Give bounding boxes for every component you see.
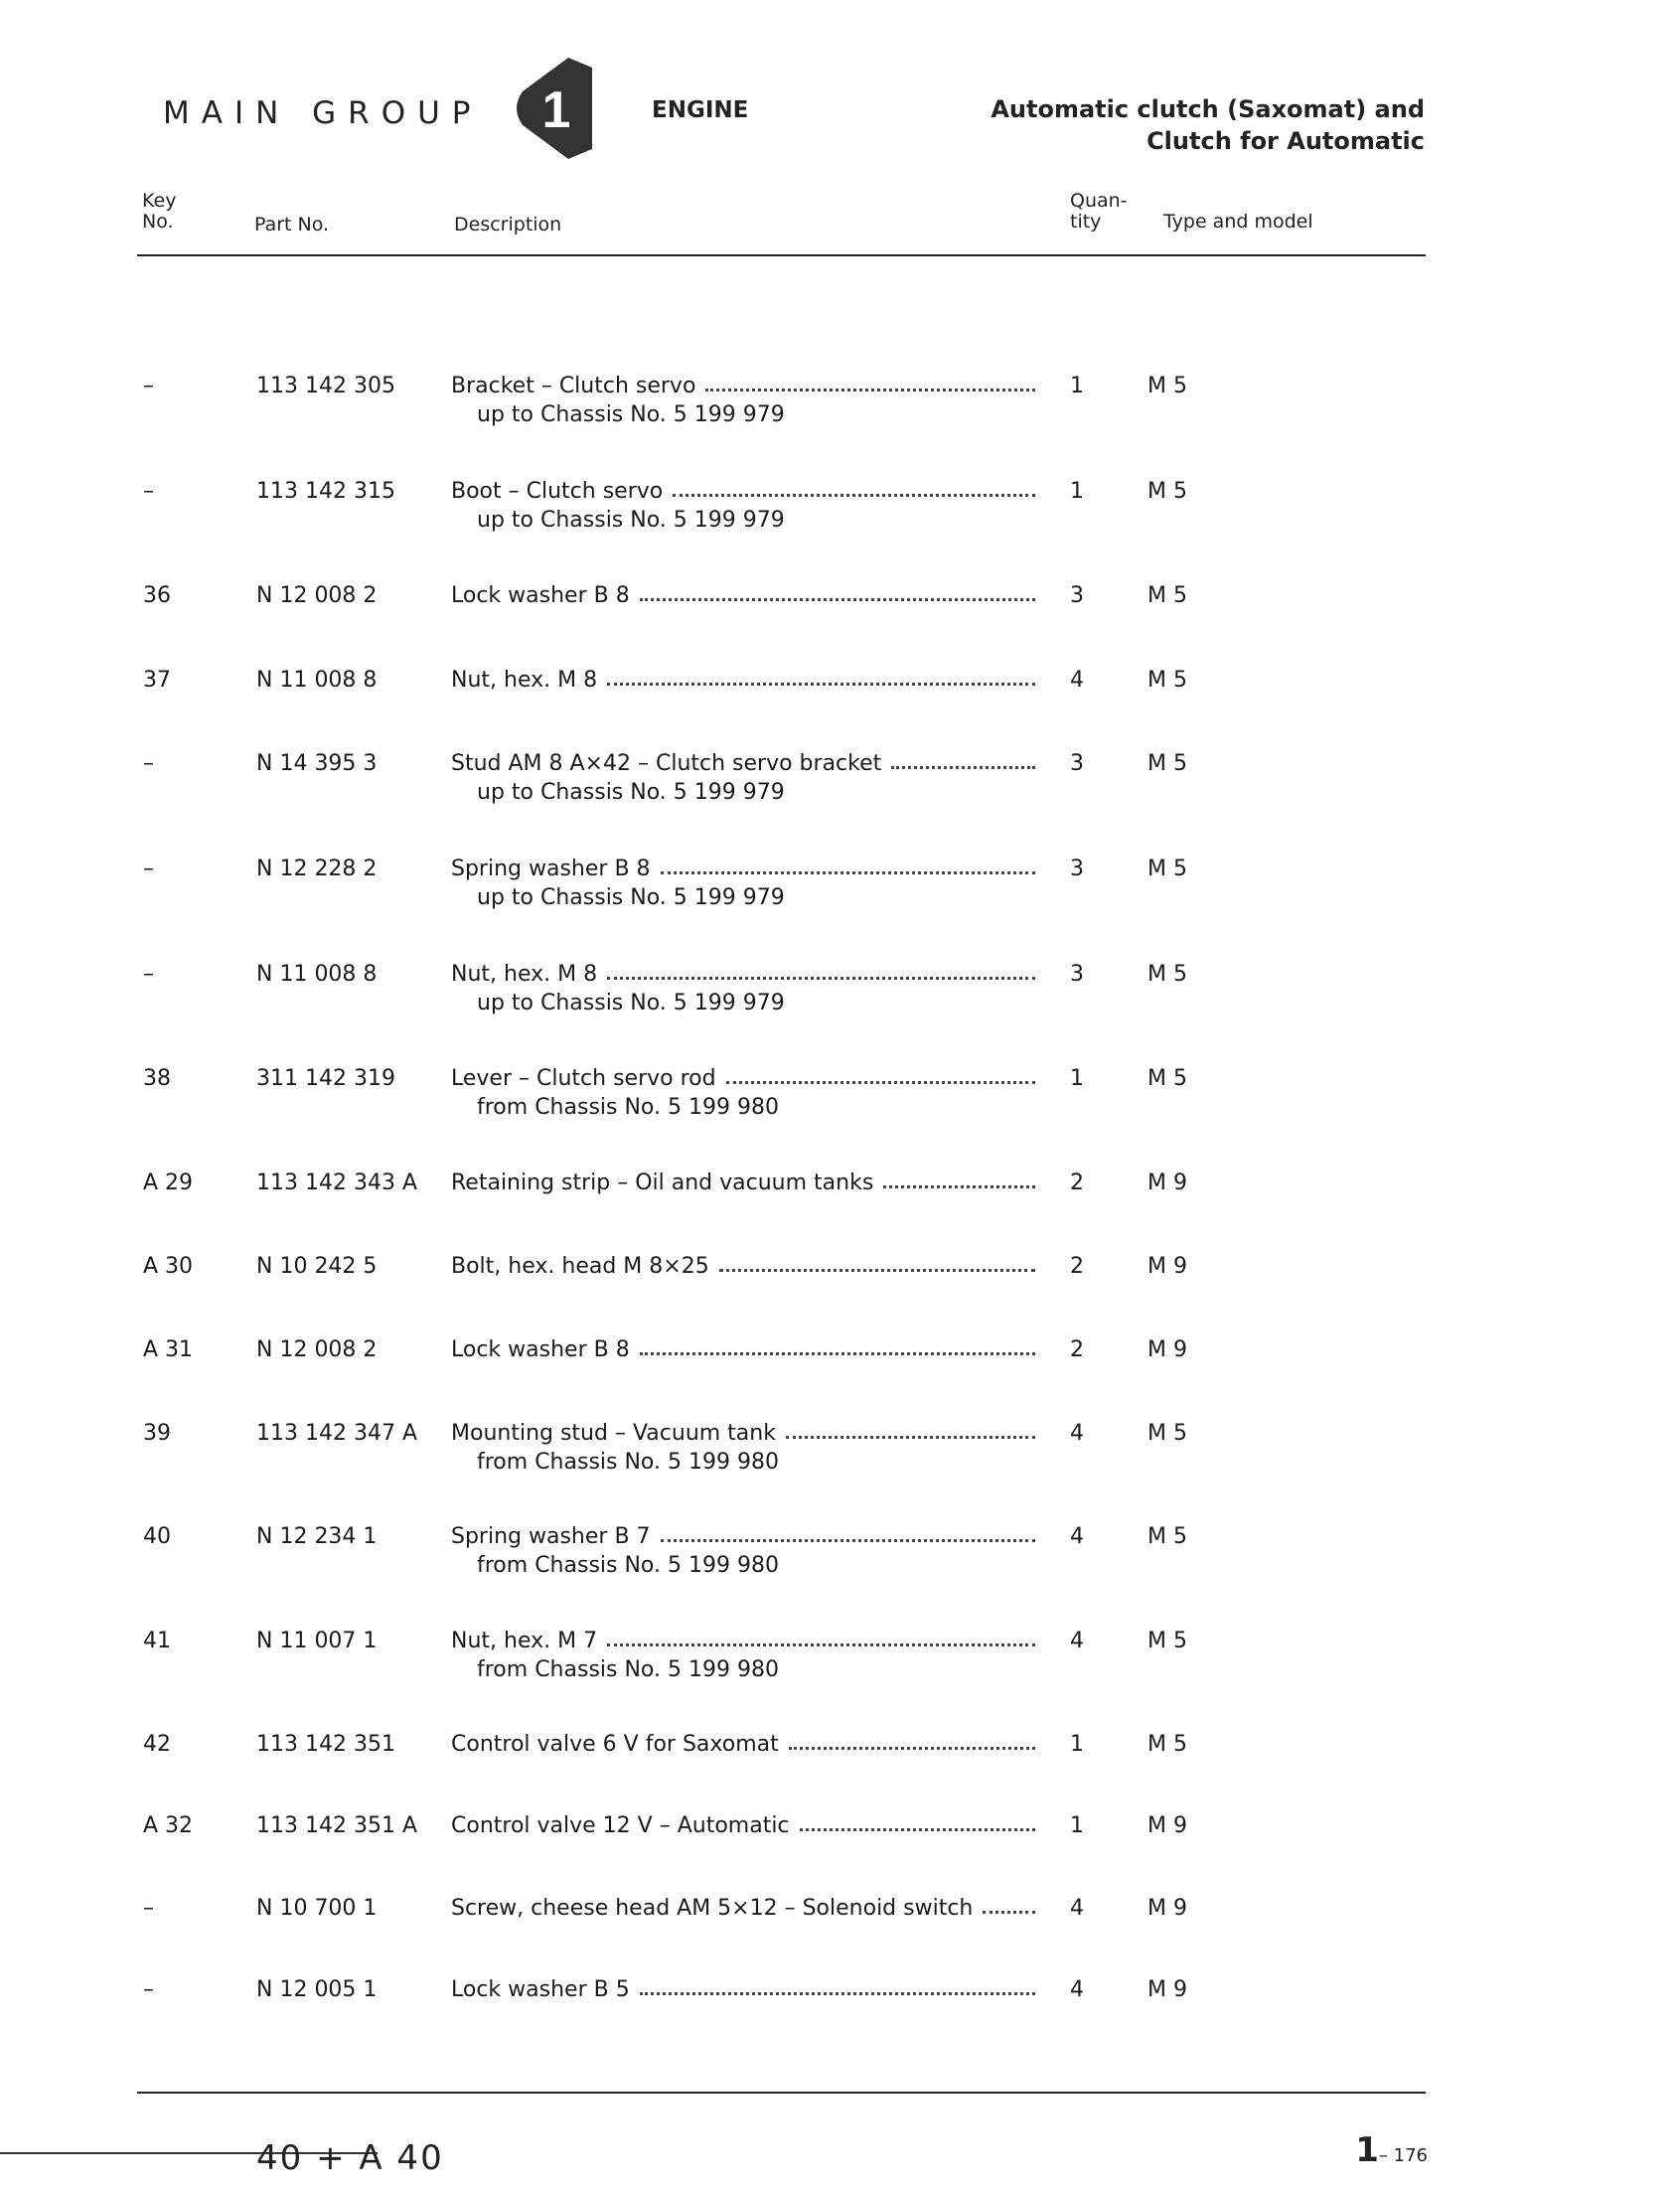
description-cell: Mounting stud – Vacuum tank <box>451 1421 776 1446</box>
type-model-cell: M 9 <box>1147 1254 1187 1279</box>
key-no-cell: – <box>143 479 154 504</box>
main-group-label: MAIN GROUP <box>163 95 483 131</box>
dot-leader <box>983 1911 1035 1914</box>
quantity-cell: 1 <box>1070 1732 1084 1757</box>
description-cell: Bracket – Clutch servo <box>451 374 696 398</box>
chassis-note: from Chassis No. 5 199 980 <box>477 1095 779 1120</box>
table-row <box>0 372 1680 431</box>
table-row <box>0 1730 1680 1790</box>
key-no-cell: – <box>143 1896 154 1921</box>
page-number-main: 1 <box>1355 2130 1379 2170</box>
description-cell: Stud AM 8 A×42 – Clutch servo bracket <box>451 751 882 776</box>
chassis-note: from Chassis No. 5 199 980 <box>477 1450 779 1475</box>
page-number-sub: – 176 <box>1378 2145 1428 2166</box>
chassis-note: from Chassis No. 5 199 980 <box>477 1553 779 1578</box>
description-cell: Screw, cheese head AM 5×12 – Solenoid switch <box>451 1896 974 1921</box>
part-no-cell: N 11 008 8 <box>256 962 378 987</box>
dot-leader <box>607 683 1035 686</box>
key-no-cell: 37 <box>143 668 171 693</box>
quantity-cell: 4 <box>1070 1421 1084 1446</box>
part-no-cell: N 11 007 1 <box>256 1629 378 1653</box>
column-header-type-model: Type and model <box>1163 211 1313 233</box>
key-no-cell: A 29 <box>143 1171 194 1195</box>
part-no-cell: 113 142 347 A <box>256 1421 418 1446</box>
page-title <box>991 93 1425 157</box>
key-no-cell: – <box>143 962 154 987</box>
column-header-key-no <box>142 191 176 233</box>
quantity-cell: 2 <box>1070 1337 1084 1362</box>
chassis-note: up to Chassis No. 5 199 979 <box>477 991 785 1015</box>
part-no-cell: 113 142 343 A <box>256 1171 418 1195</box>
key-no-cell: A 32 <box>143 1813 194 1838</box>
header-rule <box>137 254 1426 256</box>
part-no-cell: 113 142 305 <box>256 374 395 398</box>
page-number <box>1355 2130 1428 2170</box>
dot-leader <box>661 1539 1035 1542</box>
chassis-note: up to Chassis No. 5 199 979 <box>477 508 785 533</box>
description-cell: Nut, hex. M 8 <box>451 668 598 693</box>
key-no-cell: 42 <box>143 1732 171 1757</box>
dot-leader <box>719 1269 1035 1272</box>
key-no-cell: A 31 <box>143 1337 194 1362</box>
column-header-key-no-line-1: Key <box>142 190 177 212</box>
part-no-cell: N 12 005 1 <box>256 1977 378 2002</box>
part-no-cell: N 12 008 2 <box>256 583 378 608</box>
column-header-quantity-line-2: tity <box>1070 211 1102 233</box>
dot-leader <box>661 871 1035 874</box>
footer-reference: 40 + A 40 <box>256 2138 444 2178</box>
type-model-cell: M 5 <box>1147 857 1187 881</box>
key-no-cell: – <box>143 751 154 776</box>
key-no-cell: 41 <box>143 1629 171 1653</box>
description-cell: Spring washer B 8 <box>451 857 651 881</box>
part-no-cell: N 10 700 1 <box>256 1896 378 1921</box>
description-cell: Control valve 12 V – Automatic <box>451 1813 790 1838</box>
key-no-cell: 39 <box>143 1421 171 1446</box>
chassis-note: up to Chassis No. 5 199 979 <box>477 402 785 427</box>
table-row <box>0 1169 1680 1228</box>
type-model-cell: M 5 <box>1147 1732 1187 1757</box>
table-row <box>0 1522 1680 1582</box>
table-row <box>0 1975 1680 2035</box>
dot-leader <box>705 389 1035 391</box>
dot-leader <box>607 977 1035 980</box>
description-cell: Bolt, hex. head M 8×25 <box>451 1254 709 1279</box>
type-model-cell: M 9 <box>1147 1977 1187 2002</box>
quantity-cell: 3 <box>1070 962 1084 987</box>
type-model-cell: M 5 <box>1147 668 1187 693</box>
table-row <box>0 1335 1680 1395</box>
type-model-cell: M 5 <box>1147 583 1187 608</box>
quantity-cell: 1 <box>1070 1066 1084 1091</box>
key-no-cell: 38 <box>143 1066 171 1091</box>
table-row <box>0 581 1680 641</box>
dot-leader <box>640 1352 1035 1355</box>
footer-rule <box>137 2092 1426 2094</box>
type-model-cell: M 9 <box>1147 1171 1187 1195</box>
description-cell: Nut, hex. M 7 <box>451 1629 598 1653</box>
column-header-description: Description <box>454 214 562 235</box>
column-header-quantity <box>1070 191 1128 233</box>
group-number: 1 <box>541 81 571 139</box>
table-row <box>0 1894 1680 1953</box>
table-row <box>0 1252 1680 1312</box>
table-row <box>0 749 1680 809</box>
type-model-cell: M 9 <box>1147 1813 1187 1838</box>
dot-leader <box>640 1992 1035 1995</box>
chassis-note: up to Chassis No. 5 199 979 <box>477 780 785 805</box>
key-no-cell: A 30 <box>143 1254 194 1279</box>
quantity-cell: 4 <box>1070 1896 1084 1921</box>
description-cell: Lever – Clutch servo rod <box>451 1066 716 1091</box>
type-model-cell: M 5 <box>1147 1629 1187 1653</box>
dot-leader <box>800 1828 1035 1831</box>
quantity-cell: 3 <box>1070 583 1084 608</box>
type-model-cell: M 5 <box>1147 374 1187 398</box>
part-no-cell: 113 142 351 A <box>256 1813 418 1838</box>
table-row <box>0 960 1680 1019</box>
description-cell: Nut, hex. M 8 <box>451 962 598 987</box>
quantity-cell: 2 <box>1070 1254 1084 1279</box>
description-cell: Control valve 6 V for Saxomat <box>451 1732 779 1757</box>
quantity-cell: 4 <box>1070 1977 1084 2002</box>
section-label: ENGINE <box>652 97 749 123</box>
description-cell: Lock washer B 8 <box>451 1337 630 1362</box>
dot-leader <box>640 598 1035 601</box>
quantity-cell: 2 <box>1070 1171 1084 1195</box>
table-row <box>0 477 1680 537</box>
part-no-cell: N 12 008 2 <box>256 1337 378 1362</box>
description-cell: Retaining strip – Oil and vacuum tanks <box>451 1171 874 1195</box>
chassis-note: from Chassis No. 5 199 980 <box>477 1657 779 1682</box>
key-no-cell: 36 <box>143 583 171 608</box>
dot-leader <box>891 766 1035 769</box>
part-no-cell: N 12 234 1 <box>256 1524 378 1549</box>
quantity-cell: 1 <box>1070 479 1084 504</box>
part-no-cell: 311 142 319 <box>256 1066 395 1091</box>
quantity-cell: 4 <box>1070 668 1084 693</box>
key-no-cell: – <box>143 857 154 881</box>
part-no-cell: N 14 395 3 <box>256 751 378 776</box>
type-model-cell: M 9 <box>1147 1337 1187 1362</box>
dot-leader <box>726 1081 1035 1084</box>
type-model-cell: M 5 <box>1147 1421 1187 1446</box>
description-cell: Lock washer B 8 <box>451 583 630 608</box>
quantity-cell: 4 <box>1070 1524 1084 1549</box>
description-cell: Boot – Clutch servo <box>451 479 664 504</box>
key-no-cell: – <box>143 1977 154 2002</box>
description-cell: Lock washer B 5 <box>451 1977 630 2002</box>
column-header-part-no: Part No. <box>254 214 330 235</box>
column-header-quantity-line-1: Quan- <box>1070 190 1128 212</box>
table-row <box>0 1811 1680 1871</box>
group-number-badge <box>509 54 594 163</box>
page-title-line-2: Clutch for Automatic <box>1146 127 1425 155</box>
type-model-cell: M 5 <box>1147 751 1187 776</box>
part-no-cell: 113 142 315 <box>256 479 395 504</box>
type-model-cell: M 9 <box>1147 1896 1187 1921</box>
chassis-note: up to Chassis No. 5 199 979 <box>477 885 785 910</box>
quantity-cell: 3 <box>1070 751 1084 776</box>
dot-leader <box>786 1436 1035 1439</box>
page-title-line-1: Automatic clutch (Saxomat) and <box>991 95 1425 123</box>
table-row <box>0 1419 1680 1479</box>
quantity-cell: 4 <box>1070 1629 1084 1653</box>
quantity-cell: 1 <box>1070 374 1084 398</box>
table-row <box>0 1064 1680 1124</box>
column-header-key-no-line-2: No. <box>142 211 174 233</box>
type-model-cell: M 5 <box>1147 962 1187 987</box>
part-no-cell: 113 142 351 <box>256 1732 395 1757</box>
type-model-cell: M 5 <box>1147 479 1187 504</box>
part-no-cell: N 12 228 2 <box>256 857 378 881</box>
type-model-cell: M 5 <box>1147 1524 1187 1549</box>
dot-leader <box>673 494 1035 497</box>
description-cell: Spring washer B 7 <box>451 1524 651 1549</box>
part-no-cell: N 11 008 8 <box>256 668 378 693</box>
key-no-cell: 40 <box>143 1524 171 1549</box>
quantity-cell: 1 <box>1070 1813 1084 1838</box>
table-row <box>0 1627 1680 1686</box>
key-no-cell: – <box>143 374 154 398</box>
part-no-cell: N 10 242 5 <box>256 1254 378 1279</box>
dot-leader <box>789 1747 1035 1750</box>
dot-leader <box>883 1185 1035 1188</box>
quantity-cell: 3 <box>1070 857 1084 881</box>
table-row <box>0 855 1680 914</box>
table-row <box>0 666 1680 725</box>
type-model-cell: M 5 <box>1147 1066 1187 1091</box>
dot-leader <box>607 1643 1035 1646</box>
